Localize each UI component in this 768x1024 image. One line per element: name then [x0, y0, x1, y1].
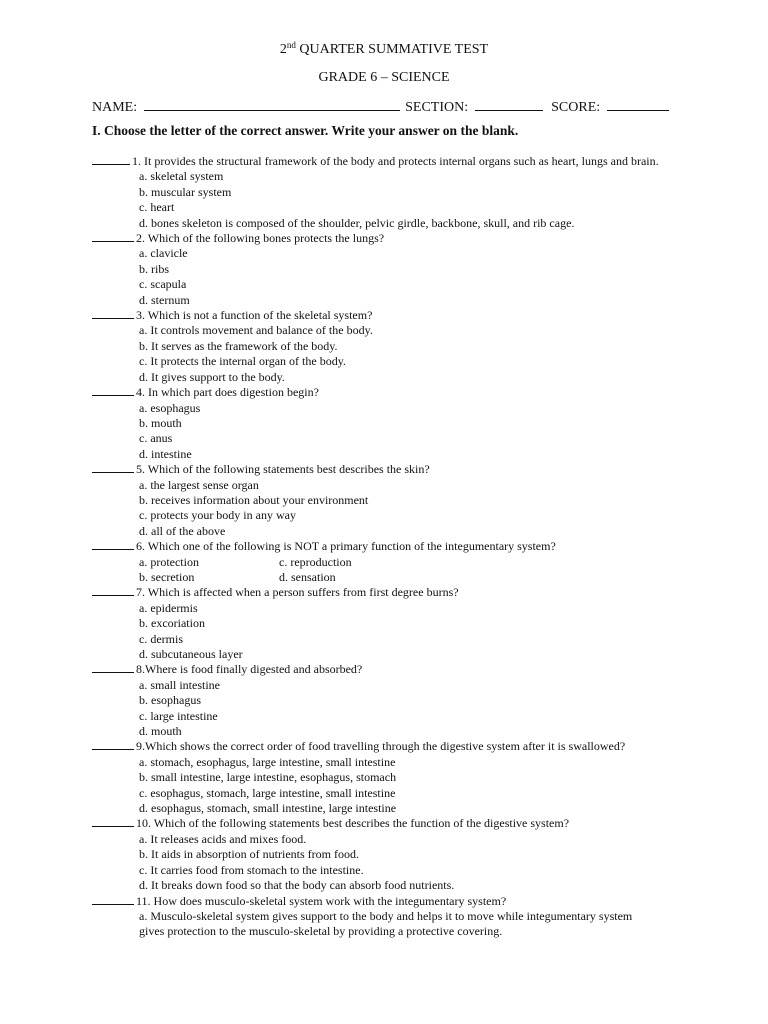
option: b. small intestine, large intestine, esophagus, stomach	[139, 770, 397, 785]
answer-blank[interactable]	[92, 816, 134, 827]
question-stem	[92, 308, 672, 323]
option: c. anus	[139, 431, 173, 446]
option: c. scapula	[139, 277, 187, 292]
score-label: SCORE:	[551, 100, 601, 115]
option: a. It releases acids and mixes food.	[139, 831, 307, 846]
answer-blank[interactable]	[92, 739, 134, 750]
option: b. esophagus	[139, 693, 201, 708]
instruction: I. Choose the letter of the correct answer. Write your answer on the blank.	[92, 123, 519, 138]
answer-blank[interactable]	[92, 154, 130, 165]
question-stem	[92, 385, 672, 400]
option: d. sensation	[279, 569, 336, 584]
option-grid	[139, 555, 672, 586]
option: c. It carries food from stomach to the intestine.	[139, 862, 364, 877]
question-10	[92, 816, 672, 893]
option: a. Musculo-skeletal system gives support to the body and helps it to move while integumentary system gives protection to the musculo-skeletal by providing a protective covering.	[139, 908, 633, 939]
student-info-row	[92, 97, 669, 116]
option: a. skeletal system	[139, 169, 224, 184]
question-5	[92, 462, 672, 539]
question-stem	[92, 539, 672, 554]
answer-blank[interactable]	[92, 385, 134, 396]
answer-blank[interactable]	[92, 462, 134, 473]
question-text: 10. Which of the following statements best describes the function of the digestive system?	[136, 816, 570, 831]
option: b. muscular system	[139, 184, 232, 199]
option: b. secretion	[139, 569, 195, 584]
question-text: 5. Which of the following statements best describes the skin?	[136, 462, 430, 477]
section-label: SECTION:	[405, 100, 469, 115]
question-stem	[92, 462, 672, 477]
question-6	[92, 539, 672, 585]
option: b. receives information about your environment	[139, 492, 369, 507]
question-text: 1. It provides the structural framework of the body and protects internal organs such as heart, lungs and brain.	[132, 154, 659, 168]
option: a. small intestine	[139, 677, 220, 692]
option: c. It protects the internal organ of the body.	[139, 354, 346, 369]
title-text: QUARTER SUMMATIVE TEST	[295, 42, 489, 57]
option: d. mouth	[139, 724, 182, 739]
option: b. mouth	[139, 415, 182, 430]
option: c. reproduction	[279, 554, 352, 569]
score-blank[interactable]	[607, 97, 669, 111]
question-text: 3. Which is not a function of the skeletal system?	[136, 308, 373, 323]
option: b. It aids in absorption of nutrients from food.	[139, 847, 359, 862]
page-title	[0, 42, 768, 58]
option: c. heart	[139, 200, 175, 215]
question-4	[92, 385, 672, 462]
question-text: 7. Which is affected when a person suffers from first degree burns?	[136, 585, 459, 600]
option: d. subcutaneous layer	[139, 647, 243, 661]
option: a. clavicle	[139, 246, 188, 261]
option: b. excoriation	[139, 616, 205, 631]
answer-blank[interactable]	[92, 894, 134, 905]
question-text: 9.Which shows the correct order of food travelling through the digestive system after it is swallowed?	[136, 739, 626, 754]
option: d. It breaks down food so that the body can absorb food nutrients.	[139, 878, 455, 893]
option: a. It controls movement and balance of the body.	[139, 323, 373, 338]
option: d. esophagus, stomach, small intestine, large intestine	[139, 801, 397, 816]
option: c. dermis	[139, 631, 183, 646]
question-stem	[92, 585, 672, 600]
option: b. ribs	[139, 261, 169, 276]
question-text: 8.Where is food finally digested and absorbed?	[136, 662, 363, 677]
option: b. It serves as the framework of the body.	[139, 338, 338, 353]
question-11	[92, 894, 672, 940]
name-blank[interactable]	[144, 97, 400, 111]
question-stem	[92, 894, 672, 909]
title-number: 2	[279, 42, 287, 57]
option: d. all of the above	[139, 523, 226, 538]
question-3	[92, 308, 672, 385]
option: c. esophagus, stomach, large intestine, small intestine	[139, 785, 396, 800]
question-stem	[92, 662, 672, 677]
question-1	[92, 154, 672, 231]
question-7	[92, 585, 672, 662]
option: d. It gives support to the body.	[139, 369, 285, 384]
section-blank[interactable]	[475, 97, 543, 111]
question-stem	[92, 231, 672, 246]
question-text: 11. How does musculo-skeletal system work with the integumentary system?	[136, 893, 507, 908]
name-label: NAME:	[92, 100, 138, 115]
answer-blank[interactable]	[92, 585, 134, 596]
answer-blank[interactable]	[92, 231, 134, 242]
option: a. esophagus	[139, 400, 201, 415]
question-8	[92, 662, 672, 739]
question-text: 2. Which of the following bones protects the lungs?	[136, 231, 385, 246]
option: d. sternum	[139, 292, 190, 307]
question-9	[92, 739, 672, 816]
question-text: 6. Which one of the following is NOT a primary function of the integumentary system?	[136, 539, 556, 554]
question-2	[92, 231, 672, 308]
option: d. bones skeleton is composed of the shoulder, pelvic girdle, backbone, skull, and rib cage.	[139, 215, 575, 230]
question-list	[92, 154, 672, 940]
option: a. protection	[139, 554, 199, 569]
title-ordinal: nd	[286, 40, 296, 50]
option: c. large intestine	[139, 708, 218, 723]
question-stem	[92, 816, 672, 831]
question-stem	[92, 154, 672, 169]
answer-blank[interactable]	[92, 539, 134, 550]
page-subtitle: GRADE 6 – SCIENCE	[318, 70, 450, 85]
option: a. stomach, esophagus, large intestine, small intestine	[139, 754, 396, 769]
answer-blank[interactable]	[92, 662, 134, 673]
option: c. protects your body in any way	[139, 508, 296, 523]
option: d. intestine	[139, 446, 192, 461]
option: a. epidermis	[139, 600, 198, 615]
question-stem	[92, 739, 672, 754]
question-text: 4. In which part does digestion begin?	[136, 385, 319, 400]
answer-blank[interactable]	[92, 308, 134, 319]
option: a. the largest sense organ	[139, 477, 259, 492]
